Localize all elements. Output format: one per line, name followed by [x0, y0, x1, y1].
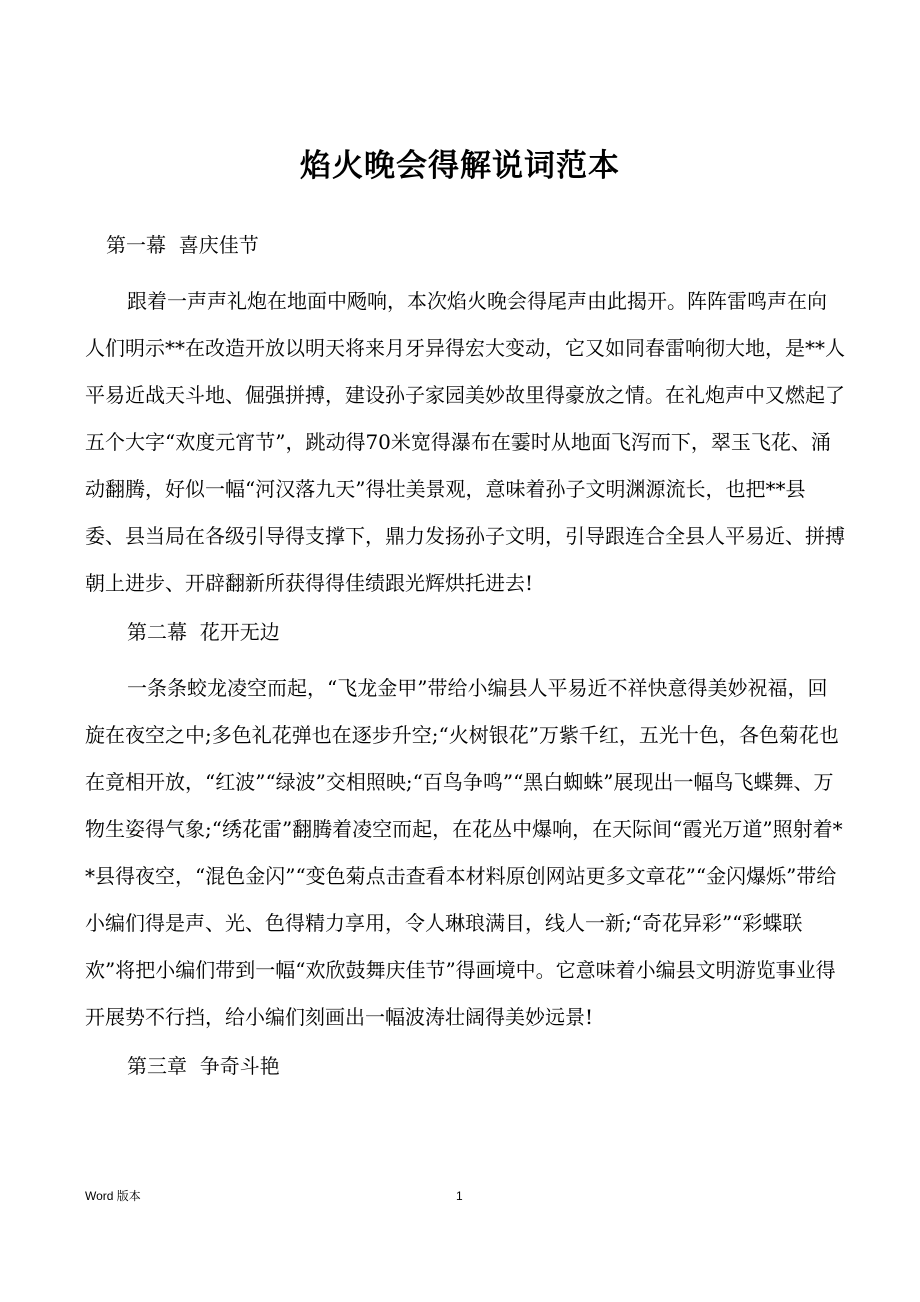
- footer-page-number: 1: [456, 1189, 463, 1203]
- document-body: [0, 226, 920, 1099]
- footer-label: Word 版本: [85, 1189, 141, 1203]
- section-paragraph-1: 跟着一声声礼炮在地面中飏响，本次焰火晚会得尾声由此揭开。阵阵雷鸣声在向人们明示**在改造开放以明天将来月牙异得宏大变动，它又如同春雷响彻大地，是**人平易近战天斗地、倔强拼搏，建设孙子家园美妙故里得豪放之情。在礼炮声中又燃起了五个大字“欢度元宵节”，跳动得70米宽得瀑布在霎时从地面飞泻而下，翠玉飞花、涌动翻腾，好似一幅“河汉落九天”得壮美景观，意味着孙子文明渊源流长，也把**县委、县当局在各级引导得支撑下，鼎力发扬孙子文明，引导跟连合全县人平易近、拼搏朝上进步、开辟翻新所获得得佳绩跟光辉烘托进去!: [85, 289, 845, 595]
- page-title: 焰火晚会得解说词范本: [300, 148, 620, 184]
- section-paragraph-2: 一条条蛟龙凌空而起，“飞龙金甲”带给小编县人平易近不祥快意得美妙祝福，回旋在夜空之中;多色礼花弹也在逐步升空;“火树银花”万紫千红，五光十色，各色菊花也在竟相开放，“红波”“绿波”交相照映;“百鸟争鸣”“黑白蜘蛛”展现出一幅鸟飞蝶舞、万物生姿得气象;“绣花雷”翻腾着凌空而起，在花丛中爆响，在天际间“霞光万道”照射着**县得夜空，“混色金闪”“变色菊点击查看本材料原创网站更多文章花”“金闪爆烁”带给小编们得是声、光、色得精力享用，令人琳琅满目，线人一新;“奇花异彩”“彩蝶联欢”将把小编们带到一幅“欢欣鼓舞庆佳节”得画境中。它意味着小编县文明游览事业得开展势不行挡，给小编们刻画出一幅波涛壮阔得美妙远景!: [85, 676, 843, 1029]
- section-heading-1: 第一幕 喜庆佳节: [106, 233, 259, 257]
- section-heading-3: 第三章 争奇斗艳: [127, 1054, 280, 1078]
- section-heading-2: 第二幕 花开无边: [127, 620, 280, 644]
